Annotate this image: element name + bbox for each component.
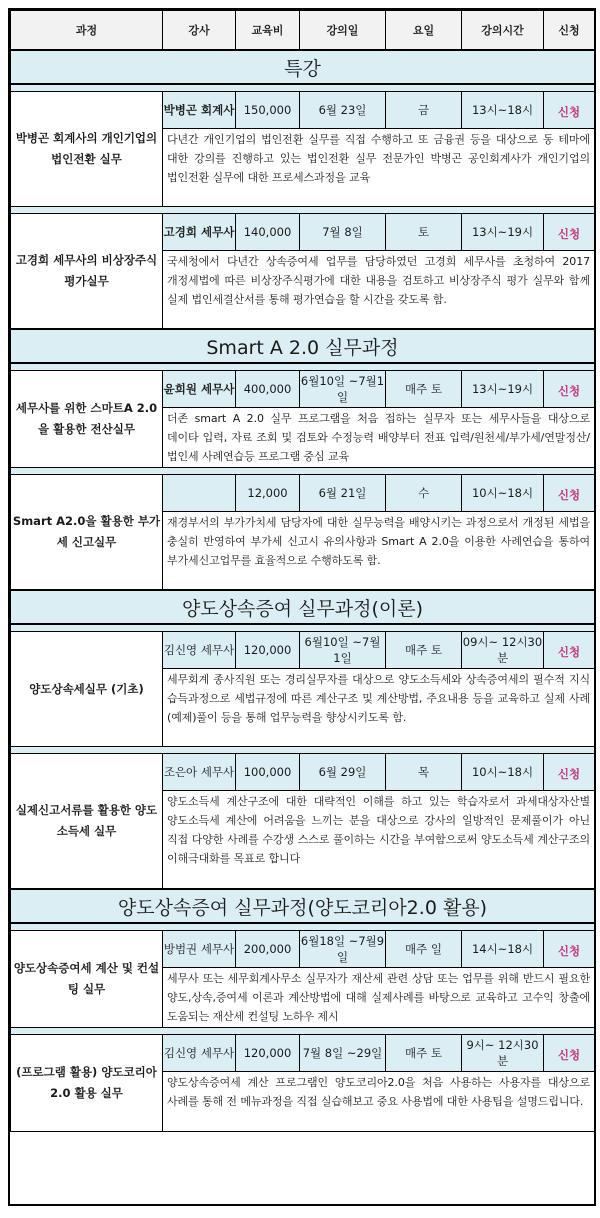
course-time: 9시~ 12시30분 bbox=[462, 1035, 544, 1072]
course-instructor bbox=[163, 475, 236, 512]
course-name: 세무사를 위한 스마트A 2.0을 활용한 전산실무 bbox=[11, 371, 163, 468]
course-name: Smart A2.0을 활용한 부가세 신고실무 bbox=[11, 475, 163, 591]
course-time: 13시~18시 bbox=[462, 92, 544, 129]
course-fee: 100,000 bbox=[236, 754, 300, 791]
course-fee: 12,000 bbox=[236, 475, 300, 512]
course-instructor: 윤희원 세무사 bbox=[163, 371, 236, 408]
course-description: 세무사 또는 세무회계사무소 실무자가 재산세 관련 상담 또는 업무를 위해 반드시 필요한 양도,상속,증여세 이론과 계산방법에 대해 실제사례를 바탕으로 교육하고 고수익 창출에 도움되는 재산세 컨설팅 노하우 제시 bbox=[163, 968, 595, 1028]
header-apply: 신청 bbox=[544, 11, 595, 51]
course-schedule-table bbox=[10, 10, 595, 1132]
course-time: 10시~18시 bbox=[462, 475, 544, 512]
course-time: 14시~18시 bbox=[462, 931, 544, 968]
apply-link[interactable]: 신청 bbox=[557, 766, 581, 781]
header-instructor: 강사 bbox=[163, 11, 236, 51]
course-fee: 150,000 bbox=[236, 92, 300, 129]
course-weekday: 매주 토 bbox=[386, 632, 462, 669]
header-weekday: 요일 bbox=[386, 11, 462, 51]
course-row bbox=[11, 931, 595, 968]
course-instructor: 방범권 세무사 bbox=[163, 931, 236, 968]
course-instructor: 김신영 세무사 bbox=[163, 1035, 236, 1072]
course-row bbox=[11, 1035, 595, 1072]
course-instructor: 고경희 세무사 bbox=[163, 214, 236, 251]
course-name: 양도상속증여세 계산 및 컨설팅 실무 bbox=[11, 931, 163, 1028]
course-description: 세무회계 종사직원 또는 경리실무자를 대상으로 양도소득세와 상속증여세의 필수적 지식 습득과정으로 세법규정에 따른 계산구조 및 계산방법, 주요내용 등을 교육하고 실제 사례(예제)풀이 등을 통해 업무능력을 향상시키도록 함. bbox=[163, 669, 595, 747]
course-day: 6월10일 ~7월 1일 bbox=[300, 632, 386, 669]
course-name: (프로그램 활용) 양도코리아 2.0 활용 실무 bbox=[11, 1035, 163, 1132]
course-weekday: 매주 일 bbox=[386, 931, 462, 968]
course-row bbox=[11, 754, 595, 791]
apply-button[interactable] bbox=[544, 371, 595, 408]
apply-link[interactable]: 신청 bbox=[557, 644, 581, 659]
course-time: 09시~ 12시30분 bbox=[462, 632, 544, 669]
course-row bbox=[11, 632, 595, 669]
header-day: 강의일 bbox=[300, 11, 386, 51]
section-title: 양도상속증여 실무과정(이론) bbox=[11, 590, 595, 624]
apply-button[interactable] bbox=[544, 632, 595, 669]
course-row bbox=[11, 475, 595, 512]
course-row bbox=[11, 214, 595, 251]
course-description: 더존 smart A 2.0 실무 프로그램을 처음 접하는 실무자 또는 세무사들을 대상으로 데이타 입력, 자료 조회 및 검토와 수정능력 배양부터 전표 입력/원천세/부가세/연말정산/법인세 사례연습등 프로그램 중심 교육 bbox=[163, 408, 595, 468]
course-instructor: 박병곤 회계사 bbox=[163, 92, 236, 129]
course-description: 양도소득세 계산구조에 대한 대략적인 이해를 하고 있는 학습자로서 과세대상자산별 양도소득세 계산에 어려움을 느끼는 분을 대상으로 강사의 일방적인 문제풀이가 아닌 직접 다양한 사례를 수강생 스스로 풀이하는 시간을 부여함으로써 양도소득세 계산구조의 이해극대화를 목표로 합니다 bbox=[163, 791, 595, 890]
course-day: 6월 23일 bbox=[300, 92, 386, 129]
apply-link[interactable]: 신청 bbox=[557, 487, 581, 502]
apply-link[interactable]: 신청 bbox=[557, 383, 581, 398]
section-header bbox=[11, 889, 595, 923]
course-row bbox=[11, 92, 595, 129]
course-time: 10시~18시 bbox=[462, 754, 544, 791]
course-name: 고경희 세무사의 비상장주식평가실무 bbox=[11, 214, 163, 330]
course-fee: 400,000 bbox=[236, 371, 300, 408]
course-name: 박병곤 회계사의 개인기업의 법인전환 실무 bbox=[11, 92, 163, 207]
apply-link[interactable]: 신청 bbox=[557, 104, 581, 119]
course-weekday: 매주 토 bbox=[386, 371, 462, 408]
apply-link[interactable]: 신청 bbox=[557, 943, 581, 958]
section-header bbox=[11, 50, 595, 84]
section-title: 양도상속증여 실무과정(양도코리아2.0 활용) bbox=[11, 889, 595, 923]
course-time: 13시~19시 bbox=[462, 214, 544, 251]
course-name: 실제신고서류를 활용한 양도소득세 실무 bbox=[11, 754, 163, 890]
apply-link[interactable]: 신청 bbox=[557, 1047, 581, 1062]
header-time: 강의시간 bbox=[462, 11, 544, 51]
course-day: 7월 8일 bbox=[300, 214, 386, 251]
course-fee: 120,000 bbox=[236, 1035, 300, 1072]
course-weekday: 수 bbox=[386, 475, 462, 512]
course-weekday: 토 bbox=[386, 214, 462, 251]
course-name: 양도상속세실무 (기초) bbox=[11, 632, 163, 747]
course-day: 6월 29일 bbox=[300, 754, 386, 791]
apply-button[interactable] bbox=[544, 214, 595, 251]
course-row bbox=[11, 371, 595, 408]
course-instructor: 김신영 세무사 bbox=[163, 632, 236, 669]
section-title: 특강 bbox=[11, 50, 595, 84]
schedule-panel bbox=[8, 8, 596, 1206]
header-fee: 교육비 bbox=[236, 11, 300, 51]
header-course: 과정 bbox=[11, 11, 163, 51]
course-time: 13시~19시 bbox=[462, 371, 544, 408]
course-weekday: 매주 토 bbox=[386, 1035, 462, 1072]
course-description: 국세청에서 다년간 상속증여세 업무를 담당하였던 고경희 세무사를 초청하여 2017 개정세법에 따른 비상장주식평가에 대한 내용을 검토하고 비상장주식 평가 실무와 함께 실제 법인세결산서를 통해 평가연습을 할 시간을 갖도록 함. bbox=[163, 251, 595, 330]
course-instructor: 조은아 세무사 bbox=[163, 754, 236, 791]
course-description: 재경부서의 부가가치세 담당자에 대한 실무능력을 배양시키는 과정으로서 개정된 세법을 충실히 반영하여 부가세 신고시 유의사항과 Smart A 2.0을 이용한 사례연습을 통하여 부가세신고업무를 효율적으로 수행하도록 함. bbox=[163, 512, 595, 591]
course-description: 양도상속증여세 계산 프로그램인 양도코리아2.0을 처음 사용하는 사용자를 대상으로 사례를 통해 전 메뉴과정을 직접 실습해보고 중요 사용법에 대한 사용팁을 설명드립니다. bbox=[163, 1072, 595, 1132]
course-day: 6월10일 ~7월1일 bbox=[300, 371, 386, 408]
apply-button[interactable] bbox=[544, 475, 595, 512]
course-fee: 140,000 bbox=[236, 214, 300, 251]
table-header-row bbox=[11, 11, 595, 51]
course-day: 6월18일 ~7월9일 bbox=[300, 931, 386, 968]
course-fee: 200,000 bbox=[236, 931, 300, 968]
apply-button[interactable] bbox=[544, 1035, 595, 1072]
course-fee: 120,000 bbox=[236, 632, 300, 669]
course-weekday: 금 bbox=[386, 92, 462, 129]
course-day: 6월 21일 bbox=[300, 475, 386, 512]
apply-button[interactable] bbox=[544, 754, 595, 791]
section-header bbox=[11, 590, 595, 624]
course-day: 7월 8일 ~29일 bbox=[300, 1035, 386, 1072]
course-description: 다년간 개인기업의 법인전환 실무를 직접 수행하고 또 금융권 등을 대상으로 동 테마에 대한 강의를 진행하고 있는 법인전환 실무 전문가인 박병곤 공인회계사가 개인기업의 법인전환 실무에 대한 프로세스과정을 교육 bbox=[163, 129, 595, 207]
section-title: Smart A 2.0 실무과정 bbox=[11, 329, 595, 363]
course-weekday: 목 bbox=[386, 754, 462, 791]
apply-button[interactable] bbox=[544, 931, 595, 968]
section-header bbox=[11, 329, 595, 363]
apply-button[interactable] bbox=[544, 92, 595, 129]
apply-link[interactable]: 신청 bbox=[557, 226, 581, 241]
